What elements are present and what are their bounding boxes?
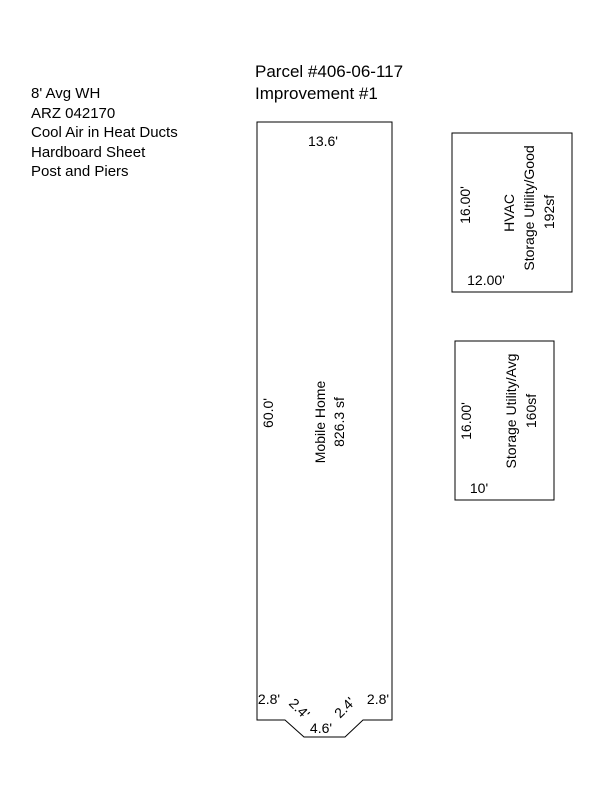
note-exterior: Hardboard Sheet xyxy=(31,143,146,161)
note-arz-code: ARZ 042170 xyxy=(31,104,116,122)
avg-storage-width-dim: 10' xyxy=(469,480,489,496)
mobile-home-bottom-dim: 4.6' xyxy=(309,720,333,736)
mobile-home-bevel-left-dim: 2.4' xyxy=(286,694,314,722)
mobile-home-area: 826.3 sf xyxy=(331,397,347,447)
mobile-home-bevel-right-dim: 2.4' xyxy=(330,693,358,721)
hvac-storage-area: 192sf xyxy=(541,194,557,230)
note-wall-height: 8' Avg WH xyxy=(31,85,101,102)
avg-storage-area: 160sf xyxy=(523,393,539,429)
improvement-number: Improvement #1 xyxy=(255,84,378,103)
mobile-home-top-dim: 13.6' xyxy=(308,133,338,149)
mobile-home-bottom-left-dim: 2.8' xyxy=(257,691,281,707)
avg-storage-quality: Storage Utility/Avg xyxy=(503,353,519,469)
note-cooling: Cool Air in Heat Ducts xyxy=(31,124,178,142)
mobile-home-name: Mobile Home xyxy=(312,380,328,464)
hvac-storage-quality: Storage Utility/Good xyxy=(521,145,537,271)
avg-storage-height-dim: 16.00' xyxy=(458,402,474,440)
hvac-storage-name: HVAC xyxy=(501,194,517,232)
mobile-home-left-dim: 60.0' xyxy=(260,398,276,428)
parcel-number: Parcel #406-06-117 xyxy=(255,62,404,81)
note-foundation: Post and Piers xyxy=(31,163,129,181)
hvac-storage-height-dim: 16.00' xyxy=(457,186,473,224)
hvac-storage-width-dim: 12.00' xyxy=(467,272,505,288)
mobile-home-bottom-right-dim: 2.8' xyxy=(366,691,390,707)
